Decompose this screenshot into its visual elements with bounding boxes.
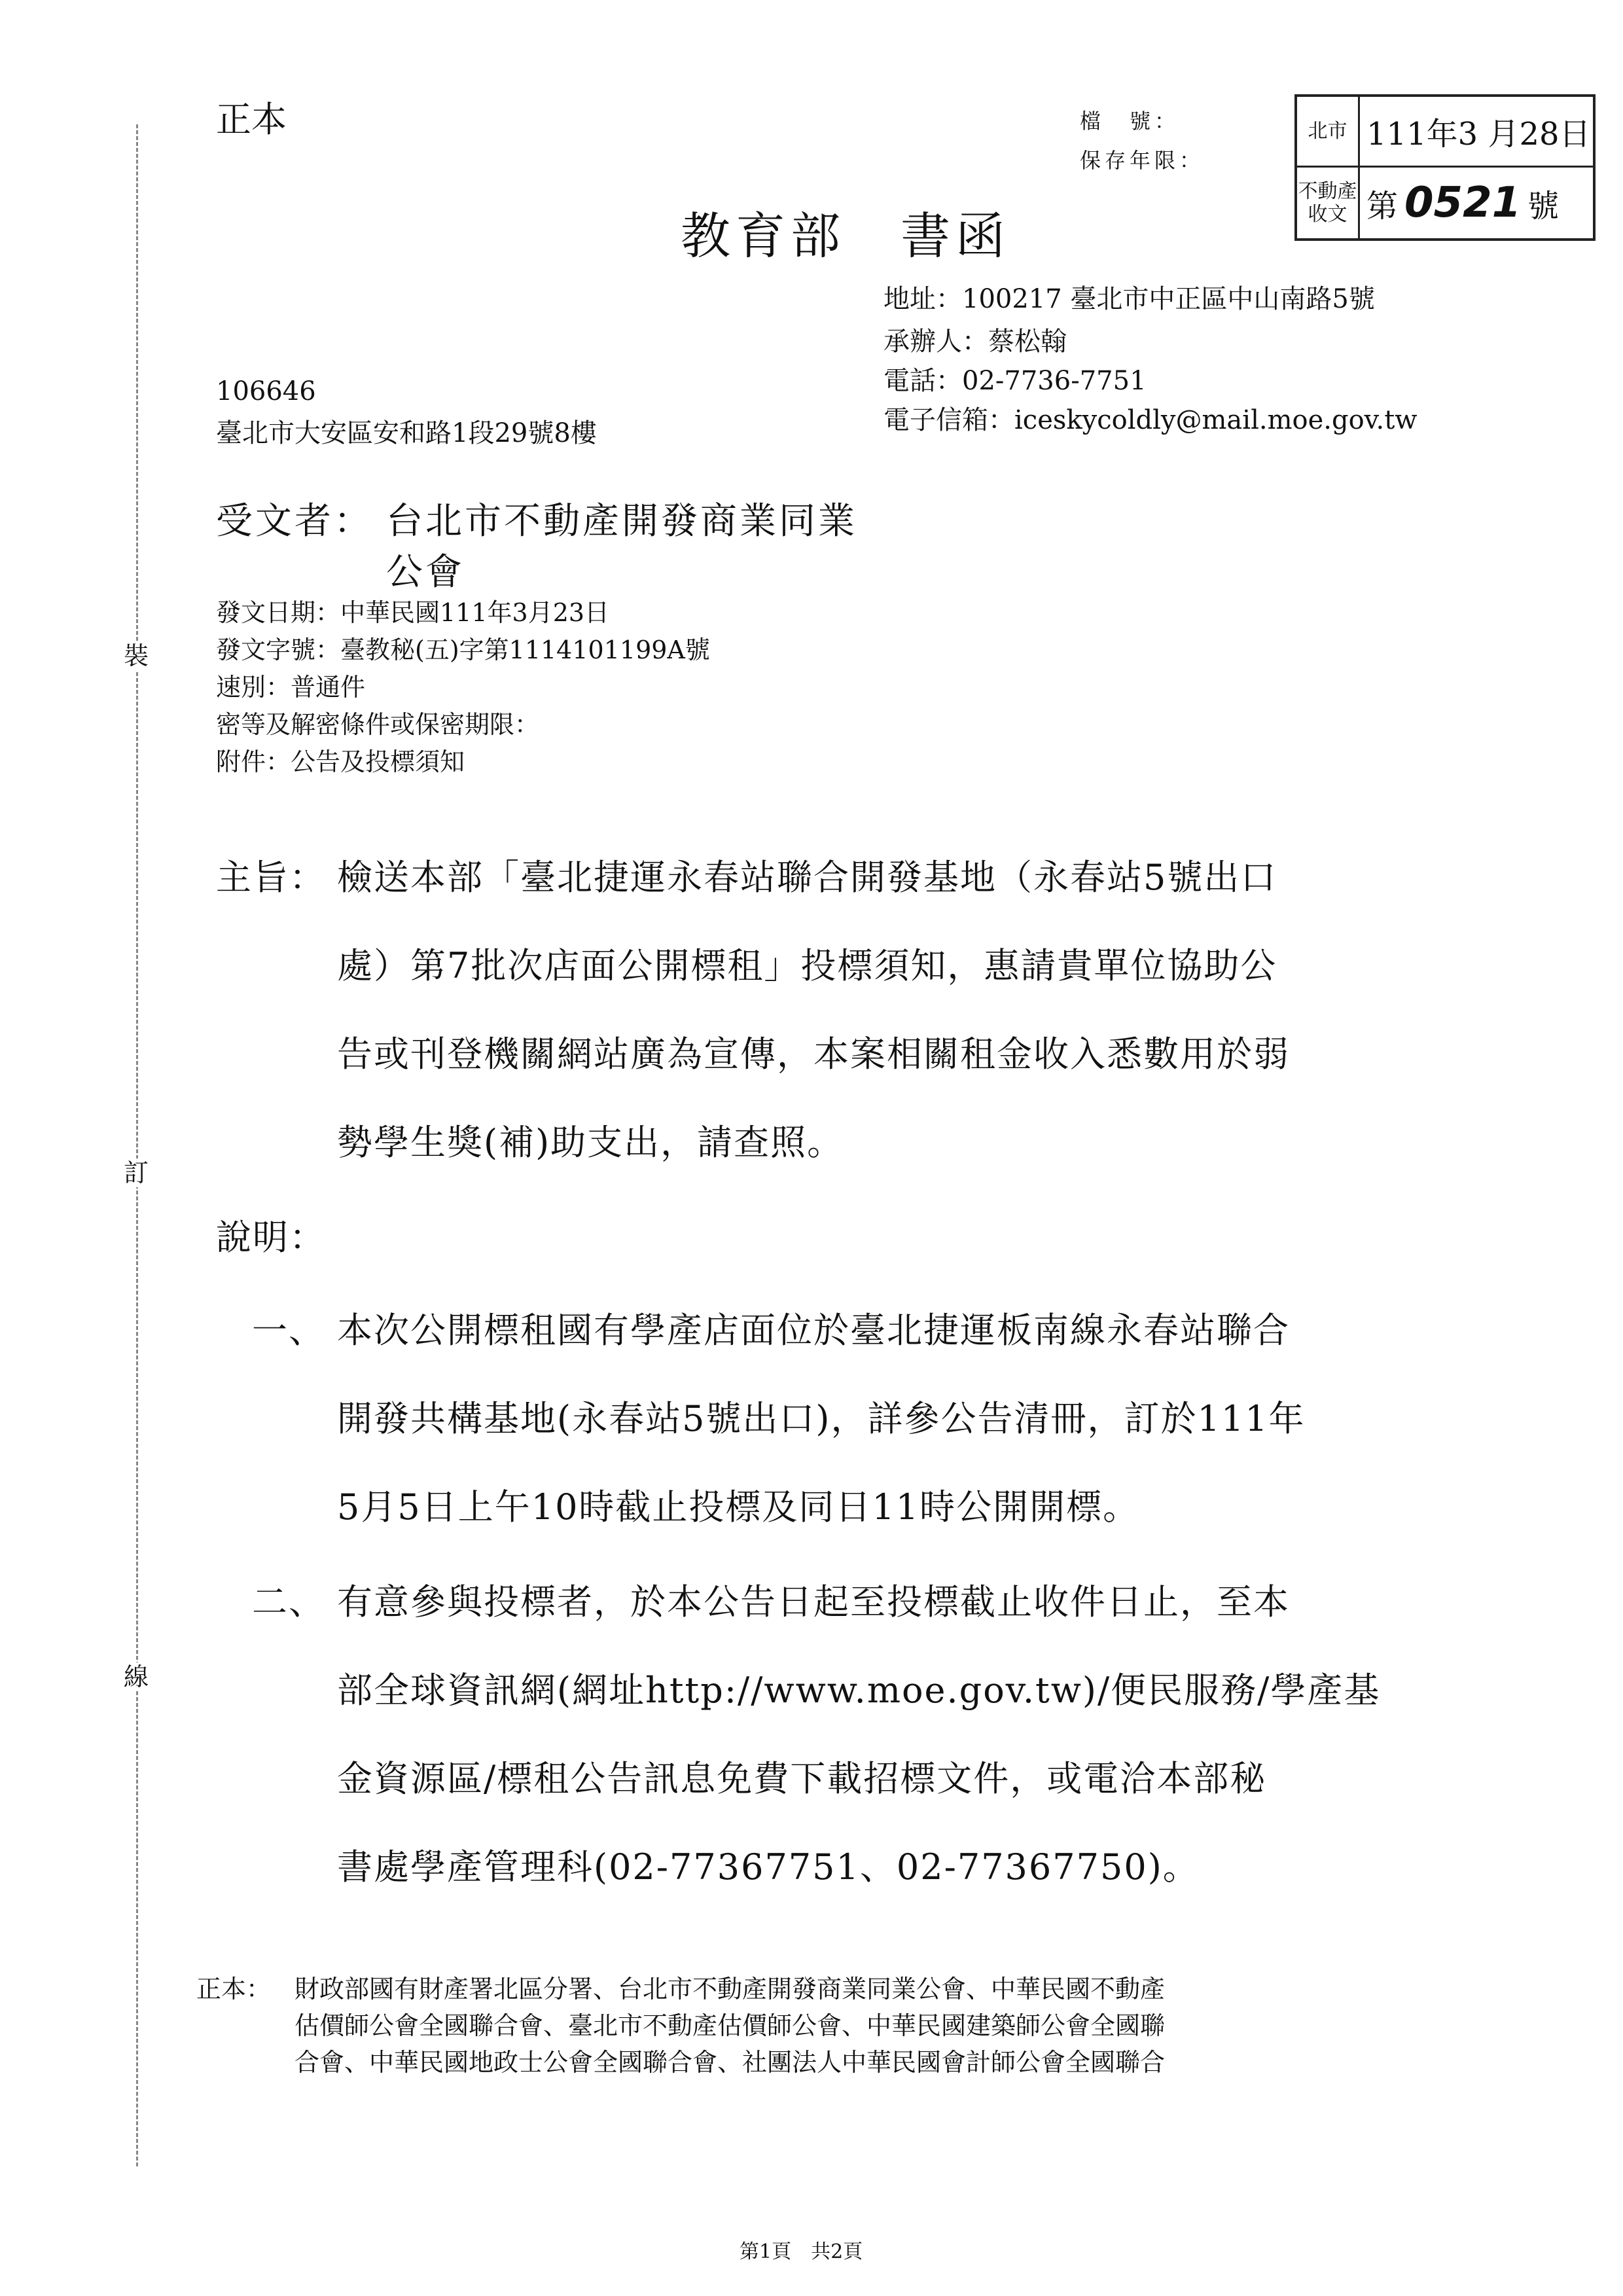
stamp-number-suffix: 號 <box>1527 187 1560 224</box>
document-title: 教育部 書函 <box>681 207 1010 265</box>
delivery-speed: 速別：普通件 <box>216 673 366 702</box>
copies-label: 正本： <box>196 1975 272 2003</box>
retention-period-label: 保存年限： <box>1080 148 1205 173</box>
subject-line: 檢送本部「臺北捷運永春站聯合開發基地（永春站5號出口 <box>337 857 1277 898</box>
recipient-mailing-address: 臺北市大安區安和路1段29號8樓 <box>216 418 597 448</box>
stamp-org-label-2: 不動產 <box>1298 179 1357 203</box>
stamp-date-year: 111年 <box>1366 116 1458 152</box>
explanation-item-line: 金資源區/標租公告訊息免費下載招標文件，或電洽本部秘 <box>337 1758 1267 1799</box>
security-level: 密等及解密條件或保密期限： <box>216 710 540 739</box>
stamp-org-label: 北市 <box>1308 119 1347 143</box>
explanation-item-number: 一、 <box>252 1310 325 1351</box>
copies-line: 估價師公會全國聯合會、臺北市不動產估價師公會、中華民國建築師公會全國聯 <box>294 2011 1166 2040</box>
copy-type-label: 正本 <box>216 99 287 140</box>
explanation-item-line: 有意參與投標者，於本公告日起至投標截止收件日止，至本 <box>337 1581 1290 1623</box>
copies-line: 合會、中華民國地政士公會全國聯合會、社團法人中華民國會計師公會全國聯合 <box>294 2048 1166 2077</box>
explanation-label: 說明： <box>216 1217 326 1258</box>
file-number-label: 檔 號： <box>1080 109 1180 134</box>
contact-handler: 承辦人：蔡松翰 <box>883 327 1067 357</box>
binding-dashed-line <box>136 124 138 2166</box>
explanation-item-line: 書處學產管理科(02-77367751、02-77367750)。 <box>337 1846 1200 1888</box>
page-number: 第1頁 共2頁 <box>740 2240 863 2263</box>
stamp-org-label-3: 收文 <box>1308 203 1347 226</box>
copies-line: 財政部國有財產署北區分署、台北市不動產開發商業同業公會、中華民國不動產 <box>294 1975 1166 2003</box>
stamp-org-cell <box>1297 97 1360 168</box>
binding-char-zhuang: 裝 <box>122 641 151 670</box>
stamp-number-prefix: 第 <box>1366 187 1399 224</box>
binding-char-xian: 線 <box>122 1662 151 1691</box>
stamp-date-month: 3 月 <box>1457 116 1520 152</box>
subject-label: 主旨： <box>216 857 326 898</box>
stamp-number-cell <box>1360 168 1593 238</box>
contact-email: 電子信箱：iceskycoldly@mail.moe.gov.tw <box>883 405 1418 435</box>
stamp-handwritten-number: 0521 <box>1404 179 1522 227</box>
received-stamp <box>1294 94 1596 241</box>
recipient-name-line-2: 公會 <box>386 551 465 594</box>
stamp-date-cell <box>1360 97 1593 168</box>
subject-line: 告或刊登機關網站廣為宣傳，本案相關租金收入悉數用於弱 <box>337 1033 1290 1075</box>
issue-date: 發文日期：中華民國111年3月23日 <box>216 598 610 627</box>
contact-address: 地址：100217 臺北市中正區中山南路5號 <box>883 284 1375 314</box>
explanation-item-line: 本次公開標租國有學產店面位於臺北捷運板南線永春站聯合 <box>337 1310 1290 1351</box>
binding-char-ding: 訂 <box>122 1158 151 1187</box>
subject-line: 勢學生獎(補)助支出，請查照。 <box>337 1122 844 1163</box>
explanation-item-line: 部全球資訊網(網址http://www.moe.gov.tw)/便民服務/學產基 <box>337 1670 1381 1711</box>
explanation-item-number: 二、 <box>252 1581 325 1623</box>
attachments: 附件：公告及投標須知 <box>216 747 465 776</box>
recipient-postcode: 106646 <box>216 376 316 406</box>
document-number: 發文字號：臺教秘(五)字第1114101199A號 <box>216 636 710 664</box>
explanation-item-line: 開發共構基地(永春站5號出口)，詳參公告清冊，訂於111年 <box>337 1398 1306 1439</box>
contact-phone: 電話：02-7736-7751 <box>883 366 1147 396</box>
recipient-label: 受文者： <box>216 500 373 543</box>
subject-line: 處）第7批次店面公開標租」投標須知，惠請貴單位協助公 <box>337 945 1277 986</box>
stamp-date-day: 28日 <box>1519 116 1591 152</box>
stamp-type-cell <box>1297 168 1360 238</box>
explanation-item-line: 5月5日上午10時截止投標及同日11時公開開標。 <box>337 1486 1140 1528</box>
recipient-name-line-1: 台北市不動產開發商業同業 <box>386 500 857 543</box>
